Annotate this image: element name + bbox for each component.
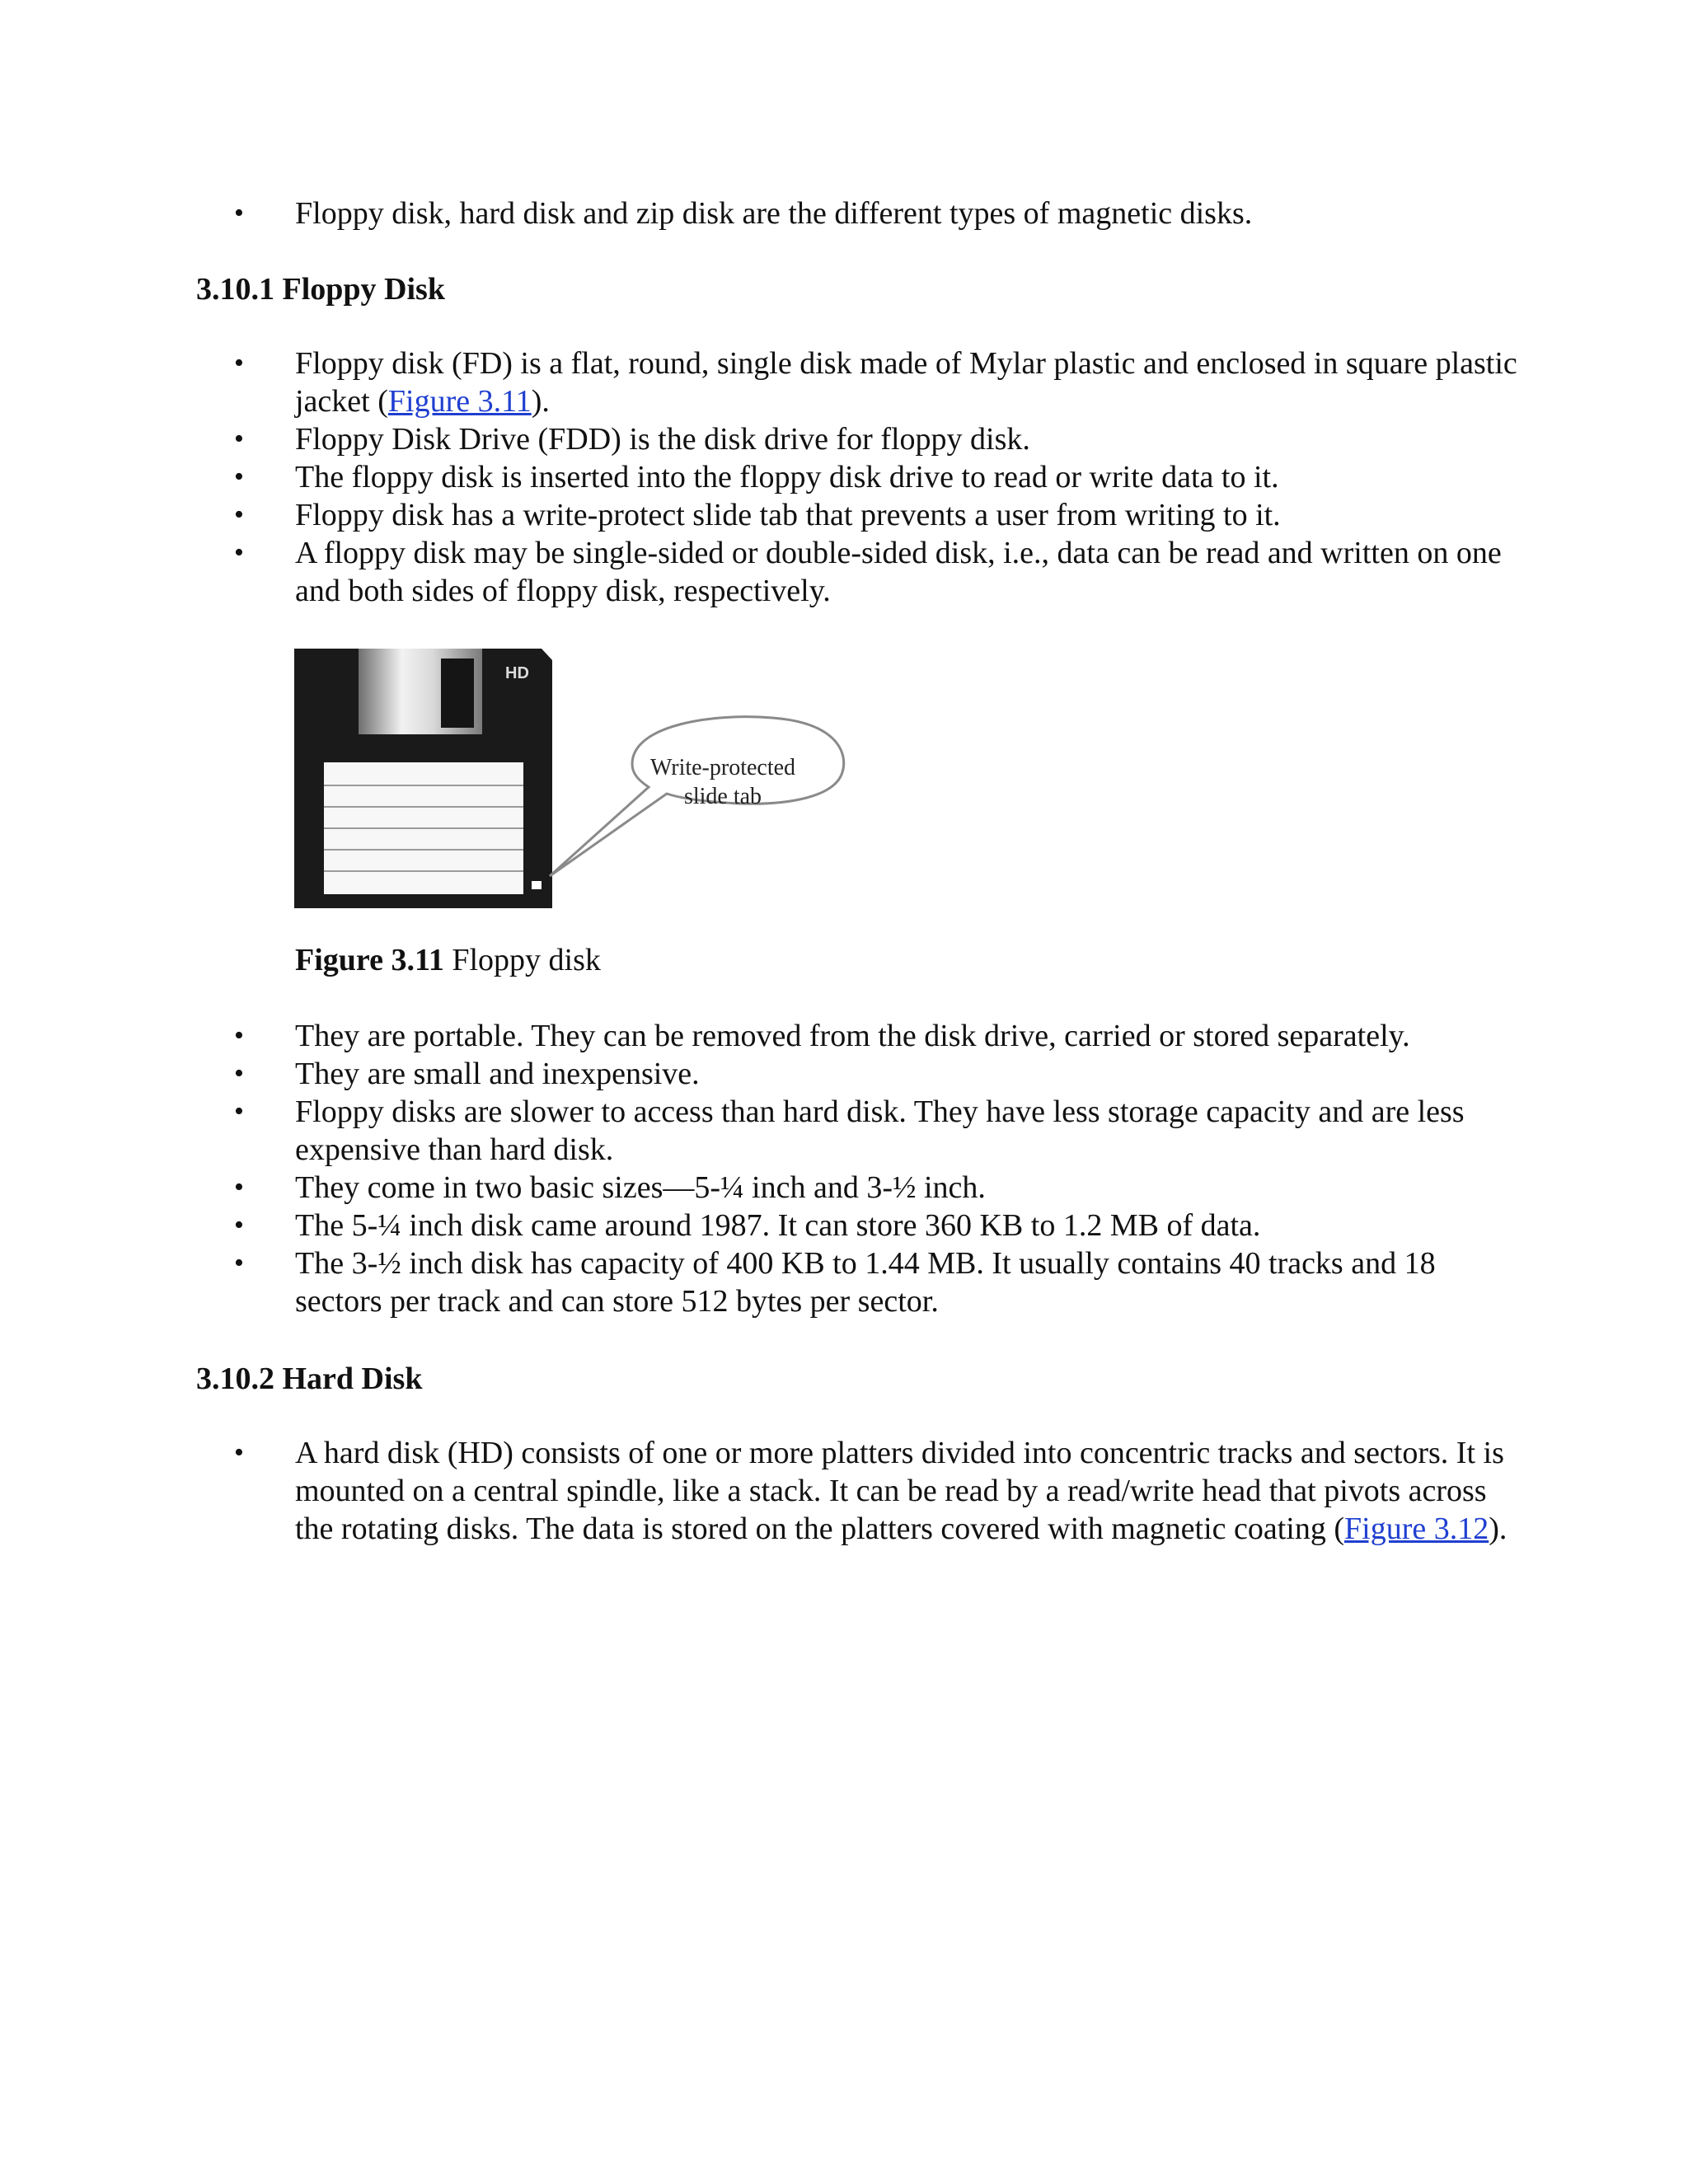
figure-3-12-link[interactable]: Figure 3.12 [1344,1511,1489,1546]
list-item-text: A hard disk (HD) consists of one or more platters divided into concentric tracks and sectors. It is mounted on a central spindle, like a stack. It can be read by a read/write head that pivots across the rotating disks. The data is stored on the platters covered with magnetic coating ( [295,1436,1504,1546]
callout-line-2: slide tab [683,784,762,809]
list-item-text: ). [531,384,550,419]
list-item [0,1434,1688,1548]
list-item: • They are small and inexpensive. [0,1055,1688,1093]
list-item: • The 3-½ inch disk has capacity of 400 KB to 1.44 MB. It usually contains 40 tracks and 18 sectors per track and can store 512 bytes per sector. [0,1244,1688,1320]
floppy-disk-figure [294,649,871,908]
list-item: • Floppy disk has a write-protect slide tab that prevents a user from writing to it. [0,496,1688,534]
callout-line-1: Write-protected [649,755,796,780]
list-item: • They are portable. They can be removed from the disk drive, carried or stored separately. [0,1017,1688,1055]
list-item: • The 5-¼ inch disk came around 1987. It can store 360 KB to 1.2 MB of data. [0,1207,1688,1244]
hard-disk-list [0,1434,1688,1548]
list-item-text: ). [1489,1511,1507,1546]
list-item: • Floppy Disk Drive (FDD) is the disk drive for floppy disk. [0,420,1688,458]
section-heading-floppy-disk: 3.10.1 Floppy Disk [196,272,445,307]
floppy-disk-image [294,649,552,908]
intro-list [0,194,1688,232]
write-protect-tab [532,881,542,889]
list-item-text: Floppy disk (FD) is a flat, round, single disk made of Mylar plastic and enclosed in square plastic jacket ( [295,346,1517,419]
floppy-disk-list [0,344,1688,610]
list-item: • Floppy disk, hard disk and zip disk are the different types of magnetic disks. [0,194,1688,232]
list-item: • Floppy disks are slower to access than hard disk. They have less storage capacity and are less expensive than hard disk. [0,1093,1688,1169]
list-item: • They come in two basic sizes—5-¼ inch and 3-½ inch. [0,1169,1688,1207]
list-item [0,344,1688,420]
figure-3-11-link[interactable]: Figure 3.11 [387,384,532,419]
list-item: • The floppy disk is inserted into the floppy disk drive to read or write data to it. [0,458,1688,496]
list-item: • A floppy disk may be single-sided or double-sided disk, i.e., data can be read and written on one and both sides of floppy disk, respectively. [0,534,1688,610]
figure-caption [295,941,601,979]
floppy-disk-more-list [0,1017,1688,1320]
figure-caption-text: Floppy disk [443,943,601,977]
disk-label: HD [505,664,529,682]
figure-number: Figure 3.11 [295,943,444,977]
section-heading-hard-disk: 3.10.2 Hard Disk [196,1361,423,1396]
